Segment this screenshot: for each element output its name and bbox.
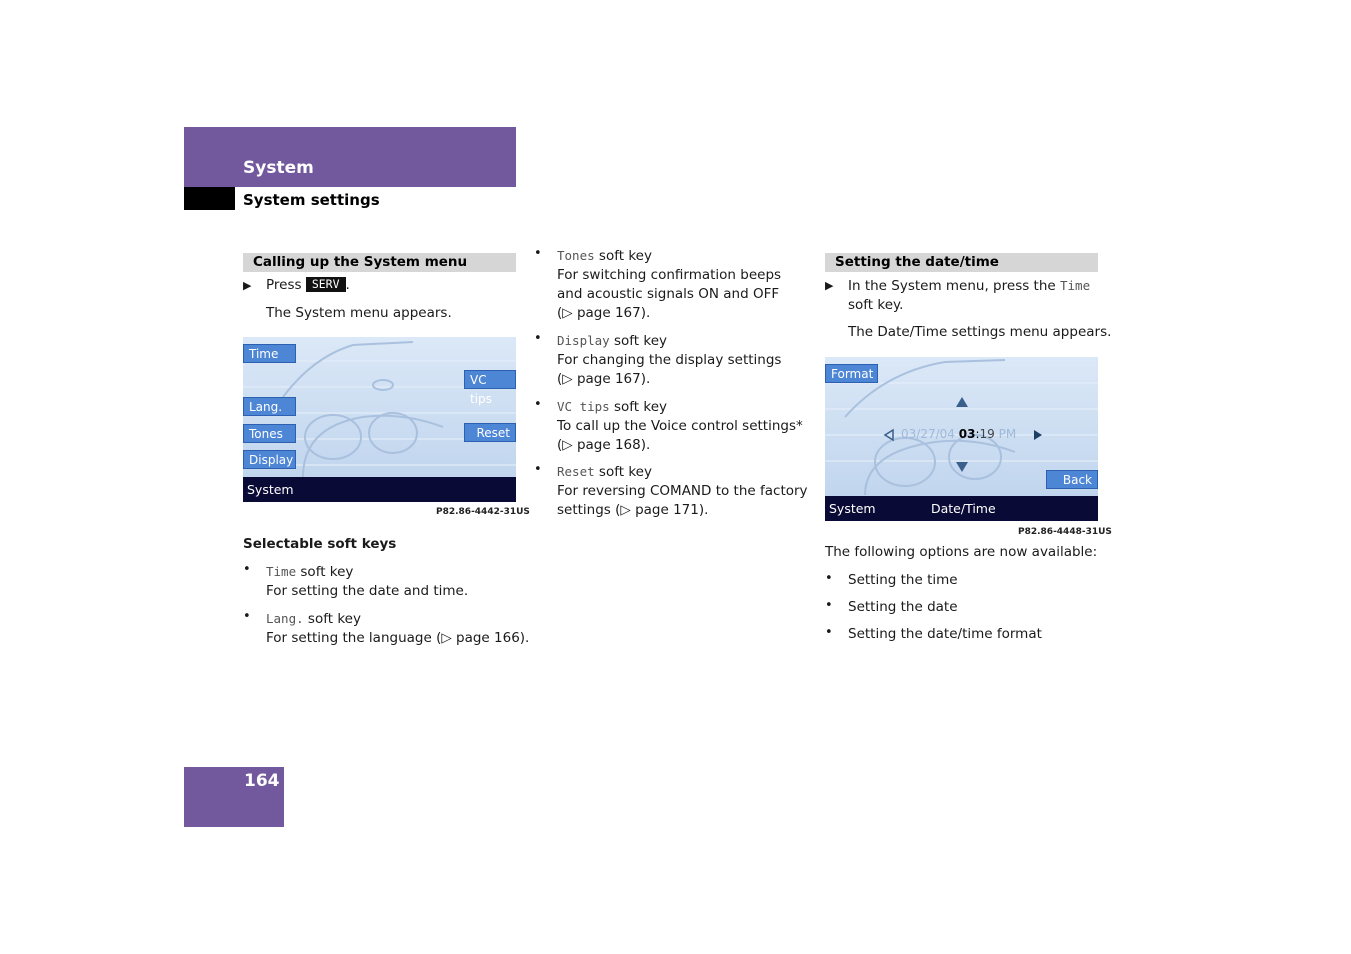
time-minutes: 19 bbox=[979, 427, 995, 441]
softkey-vc-tips: VC tips bbox=[464, 370, 516, 389]
softkey-name: Time bbox=[1060, 278, 1091, 293]
softkey-name: Display bbox=[557, 333, 610, 348]
subheading-soft-keys: Selectable soft keys bbox=[243, 536, 397, 552]
item-description: For setting the language (▷ page 166). bbox=[266, 630, 530, 646]
list-item bbox=[534, 331, 804, 389]
item-description: For setting the date and time. bbox=[266, 583, 469, 599]
softkey-name: Tones bbox=[557, 248, 595, 263]
list-item bbox=[534, 462, 814, 520]
softkey-lang: Lang. bbox=[243, 397, 296, 416]
step-press-time bbox=[848, 276, 1108, 315]
time-separator: : bbox=[975, 427, 980, 441]
bullet-icon: • bbox=[534, 331, 542, 346]
section-heading-date-time: Setting the date/time bbox=[825, 253, 1098, 272]
chapter-title: System bbox=[243, 158, 314, 178]
softkey-reset: Reset bbox=[464, 423, 516, 442]
softkey-name: VC tips bbox=[557, 399, 610, 414]
item-description-line: (▷ page 168). bbox=[557, 437, 651, 453]
list-item bbox=[825, 571, 1085, 590]
option-text: Setting the time bbox=[848, 572, 958, 588]
softkey-label: soft key bbox=[296, 564, 354, 580]
status-right: Date/Time bbox=[931, 501, 996, 516]
status-left: System bbox=[829, 501, 876, 516]
bullet-icon: • bbox=[825, 598, 833, 613]
softkey-label: soft key bbox=[594, 464, 652, 480]
bullet-icon: • bbox=[534, 246, 542, 261]
list-item bbox=[534, 246, 804, 323]
step-arrow-icon: ▶ bbox=[825, 279, 834, 292]
item-description-line: (▷ page 167). bbox=[557, 371, 651, 387]
bullet-icon: • bbox=[243, 609, 251, 624]
step-suffix: . bbox=[345, 277, 350, 293]
screen-status-bar bbox=[825, 496, 1098, 521]
options-intro: The following options are now available: bbox=[825, 544, 1098, 560]
system-menu-screen bbox=[243, 337, 516, 502]
step-text: soft key. bbox=[848, 297, 904, 313]
item-description-line: To call up the Voice control settings* bbox=[557, 418, 803, 434]
softkey-label: soft key bbox=[609, 333, 668, 349]
date-value: 03/27/04 bbox=[901, 427, 955, 441]
date-time-screen bbox=[825, 357, 1098, 521]
time-ampm: PM bbox=[998, 427, 1017, 441]
section-heading-system-menu: Calling up the System menu bbox=[243, 253, 516, 272]
softkey-format: Format bbox=[825, 364, 878, 383]
softkey-tones: Tones bbox=[243, 424, 296, 443]
bullet-icon: • bbox=[534, 462, 542, 477]
softkey-name: Time bbox=[266, 564, 297, 579]
item-description-line: For changing the display settings bbox=[557, 352, 782, 368]
list-item bbox=[825, 625, 1085, 644]
softkey-display: Display bbox=[243, 450, 296, 469]
step-prefix: Press bbox=[266, 277, 302, 293]
softkey-label: soft key bbox=[303, 611, 361, 627]
date-time-readout bbox=[901, 427, 1016, 441]
step-arrow-icon: ▶ bbox=[243, 279, 252, 292]
serv-key: SERV bbox=[306, 277, 346, 292]
result-text: The System menu appears. bbox=[266, 305, 452, 321]
softkey-back: Back bbox=[1046, 470, 1098, 489]
item-description-line: and acoustic signals ON and OFF bbox=[557, 286, 780, 302]
option-text: Setting the date bbox=[848, 599, 958, 615]
header-band bbox=[184, 127, 516, 187]
softkey-label: soft key bbox=[609, 399, 668, 415]
softkey-label: soft key bbox=[594, 248, 652, 264]
bullet-icon: • bbox=[243, 562, 251, 577]
section-marker bbox=[184, 187, 235, 210]
option-text: Setting the date/time format bbox=[848, 626, 1042, 642]
list-item bbox=[825, 598, 1085, 617]
softkey-time: Time bbox=[243, 344, 296, 363]
screen-status-bar: System bbox=[243, 477, 516, 502]
image-reference: P82.86-4448-31US bbox=[1018, 527, 1112, 537]
page-number: 164 bbox=[244, 771, 280, 791]
section-title: System settings bbox=[243, 191, 380, 209]
step-press-serv bbox=[266, 276, 350, 295]
list-item bbox=[243, 562, 523, 601]
bullet-icon: • bbox=[825, 571, 833, 586]
time-hours: 03 bbox=[958, 427, 976, 441]
item-description-line: For reversing COMAND to the factory bbox=[557, 483, 808, 499]
item-description-line: settings (▷ page 171). bbox=[557, 502, 709, 518]
item-description-line: For switching confirmation beeps bbox=[557, 267, 782, 283]
list-item bbox=[243, 609, 533, 648]
bullet-icon: • bbox=[825, 625, 833, 640]
bullet-icon: • bbox=[534, 397, 542, 412]
step-text: In the System menu, press the bbox=[848, 278, 1056, 294]
image-reference: P82.86-4442-31US bbox=[436, 507, 530, 517]
result-text: The Date/Time settings menu appears. bbox=[848, 324, 1112, 340]
item-description-line: (▷ page 167). bbox=[557, 305, 651, 321]
list-item bbox=[534, 397, 814, 455]
softkey-name: Reset bbox=[557, 464, 595, 479]
softkey-name: Lang. bbox=[266, 611, 304, 626]
